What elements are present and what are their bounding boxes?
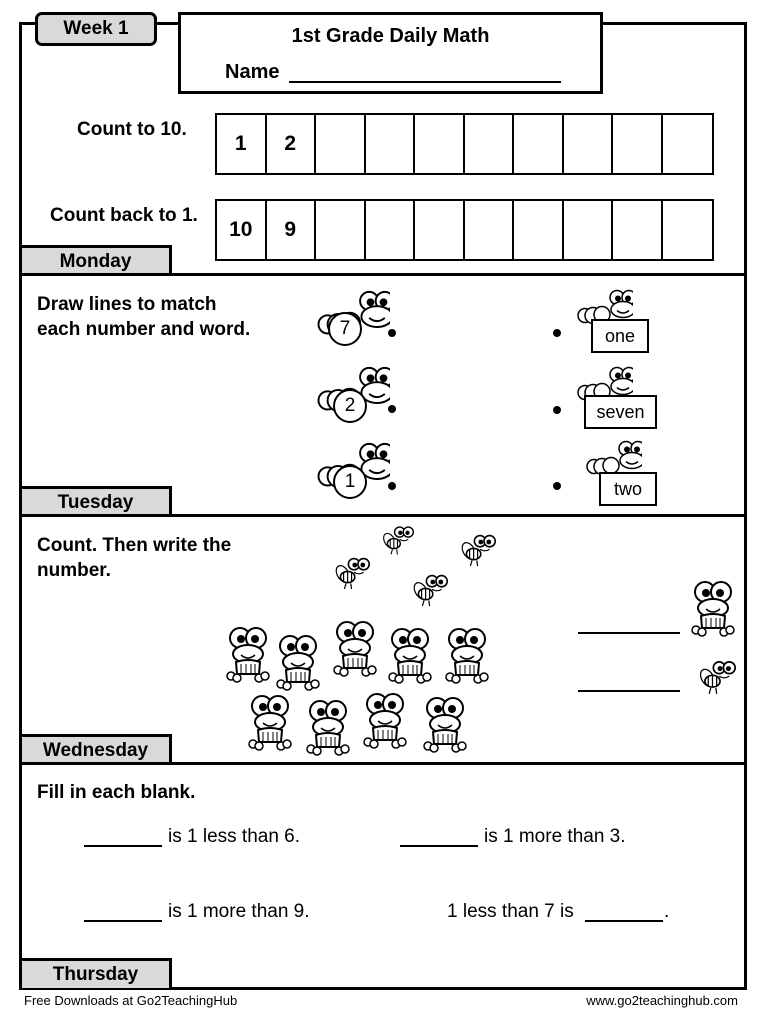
bee-answer-icon — [694, 656, 736, 698]
count-up-cell[interactable] — [613, 115, 663, 173]
wednesday-instruction: Count. Then write the number. — [37, 535, 232, 581]
word-box: two — [599, 472, 657, 506]
count-back-cell[interactable] — [316, 201, 366, 259]
match-dot-left[interactable] — [388, 405, 396, 413]
tuesday-instruction: Draw lines to match each number and word. — [37, 294, 251, 340]
match-dot-left[interactable] — [388, 482, 396, 490]
count-back-cell[interactable] — [564, 201, 614, 259]
fill-text: is 1 more than 3. — [484, 826, 626, 847]
count-up-cell: 2 — [267, 115, 317, 173]
fill-text: is 1 more than 9. — [168, 901, 310, 922]
day-label-monday: Monday — [19, 245, 172, 275]
bee-icon — [330, 553, 370, 593]
bee-icon — [456, 530, 496, 570]
bee-count-answer[interactable] — [578, 690, 680, 692]
footer-left: Free Downloads at Go2TeachingHub — [24, 993, 238, 1008]
fill-blank[interactable] — [400, 845, 478, 847]
count-back-cell[interactable] — [663, 201, 713, 259]
match-dot-right[interactable] — [553, 329, 561, 337]
footer-right[interactable]: www.go2teachinghub.com — [586, 993, 738, 1008]
count-back-cell[interactable] — [366, 201, 416, 259]
thursday-instruction: Fill in each blank. — [37, 782, 196, 803]
count-back-grid — [215, 199, 714, 261]
frog-icon — [245, 692, 295, 752]
count-back-cell[interactable] — [514, 201, 564, 259]
bee-icon — [378, 522, 414, 558]
name-input-line[interactable] — [289, 81, 561, 83]
count-up-cell[interactable] — [465, 115, 515, 173]
frog-icon — [385, 625, 435, 685]
bee-icon — [408, 570, 448, 610]
section-divider — [19, 514, 747, 517]
frog-icon — [330, 618, 380, 678]
fill-text: . — [664, 901, 670, 922]
section-divider — [19, 273, 747, 276]
count-back-cell[interactable] — [465, 201, 515, 259]
day-label-wednesday: Wednesday — [19, 734, 172, 764]
count-back-cell: 10 — [217, 201, 267, 259]
fill-text: is 1 less than 6. — [168, 826, 301, 847]
frog-count-answer[interactable] — [578, 632, 680, 634]
fill-blank[interactable] — [84, 920, 162, 922]
frog-icon — [303, 697, 353, 757]
frog-icon — [442, 625, 492, 685]
count-up-grid — [215, 113, 714, 175]
count-up-cell[interactable] — [514, 115, 564, 173]
count-up-cell[interactable] — [663, 115, 713, 173]
title-box — [178, 12, 603, 94]
fill-blank[interactable] — [585, 920, 663, 922]
match-dot-left[interactable] — [388, 329, 396, 337]
count-up-cell: 1 — [217, 115, 267, 173]
name-label: Name — [225, 61, 280, 83]
count-up-cell[interactable] — [564, 115, 614, 173]
number-circle: 2 — [333, 389, 367, 423]
fill-text: 1 less than 7 is — [447, 901, 574, 922]
number-circle: 7 — [328, 312, 362, 346]
frog-icon — [223, 624, 273, 684]
frog-icon — [420, 694, 470, 754]
count-up-cell[interactable] — [366, 115, 416, 173]
day-label-tuesday: Tuesday — [19, 486, 172, 516]
fill-blank[interactable] — [84, 845, 162, 847]
count-back-label: Count back to 1. — [50, 205, 198, 226]
count-up-label: Count to 10. — [77, 119, 187, 140]
page-title: 1st Grade Daily Math — [291, 25, 490, 47]
count-back-cell: 9 — [267, 201, 317, 259]
word-box: one — [591, 319, 649, 353]
count-up-cell[interactable] — [316, 115, 366, 173]
count-back-cell[interactable] — [415, 201, 465, 259]
count-back-cell[interactable] — [613, 201, 663, 259]
word-box: seven — [584, 395, 657, 429]
frog-icon — [273, 632, 323, 692]
count-up-cell[interactable] — [415, 115, 465, 173]
week-label: Week 1 — [35, 12, 157, 46]
match-dot-right[interactable] — [553, 406, 561, 414]
day-label-thursday: Thursday — [19, 958, 172, 988]
match-dot-right[interactable] — [553, 482, 561, 490]
section-divider — [19, 762, 747, 765]
frog-answer-icon — [688, 578, 738, 638]
number-circle: 1 — [333, 465, 367, 499]
frog-icon — [360, 690, 410, 750]
